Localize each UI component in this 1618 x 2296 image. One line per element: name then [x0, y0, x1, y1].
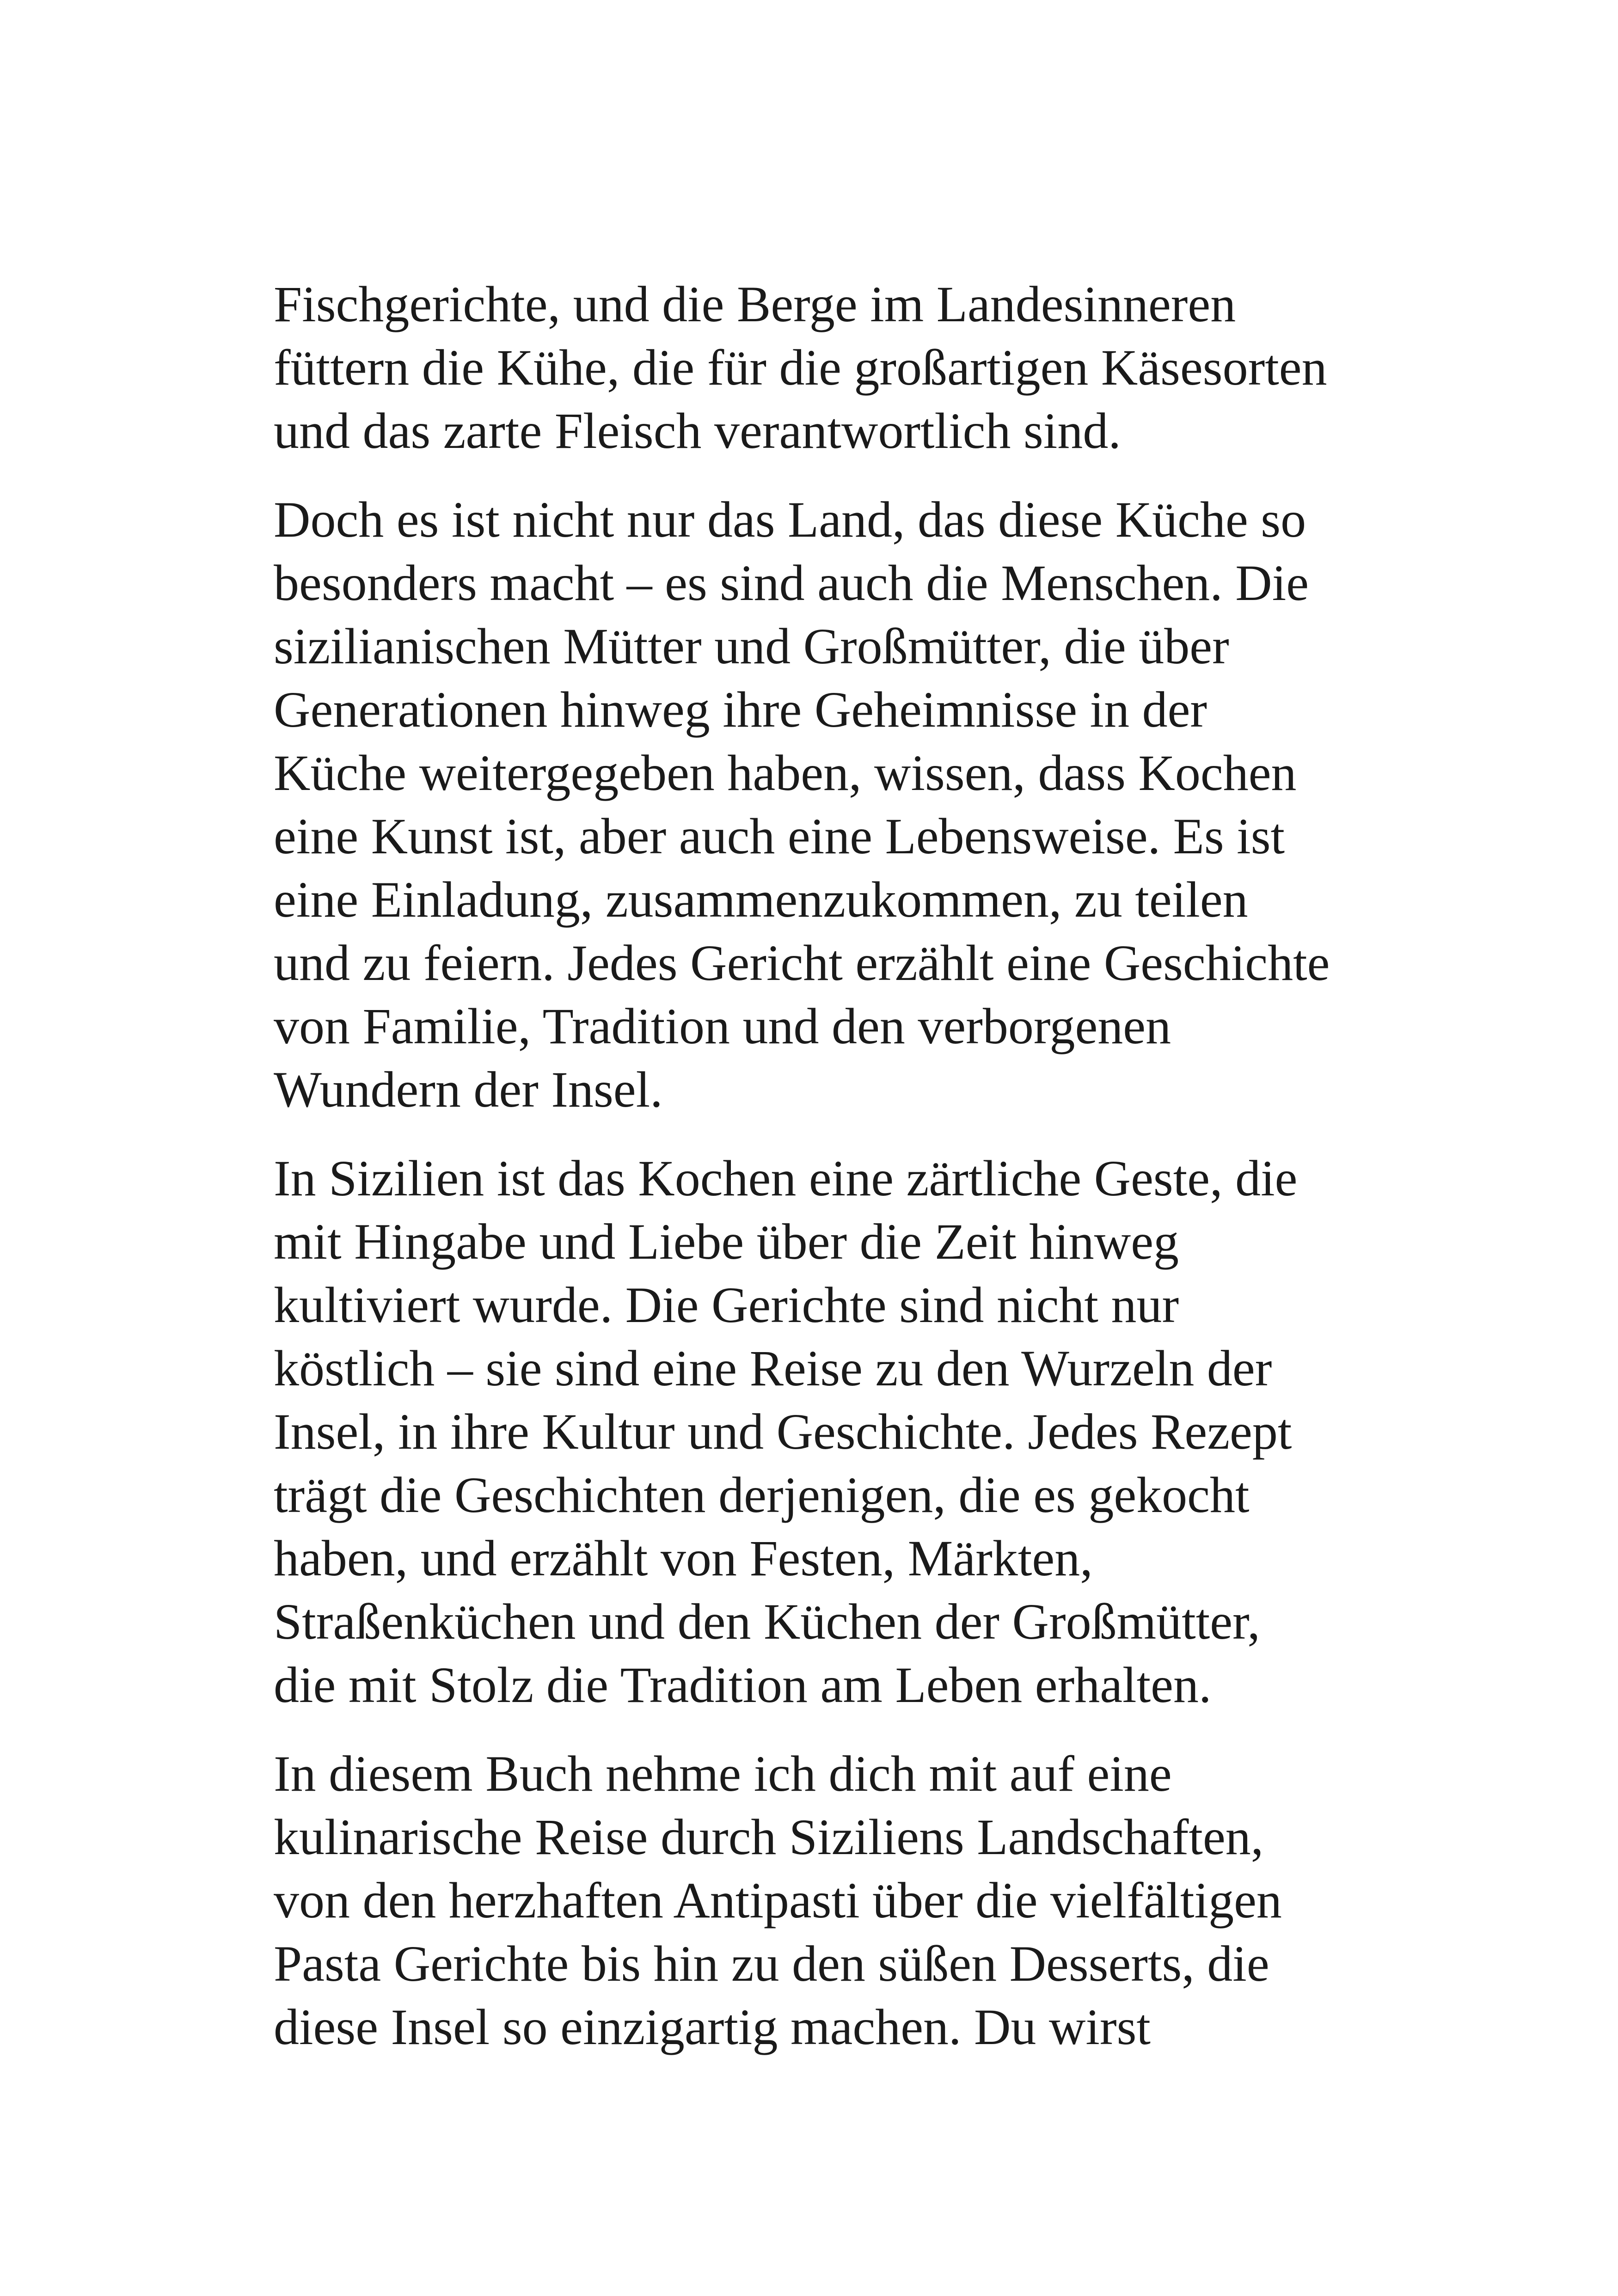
text-line: von den herzhaften Antipasti über die vielfältigen — [274, 1872, 1282, 1929]
body-text — [274, 273, 1383, 2084]
paragraph-1 — [274, 273, 1383, 463]
text-line: Doch es ist nicht nur das Land, das diese Küche so — [274, 491, 1306, 548]
text-line: Wundern der Insel. — [274, 1061, 663, 1118]
text-line: eine Einladung, zusammenzukommen, zu teilen — [274, 871, 1248, 928]
paragraph-2 — [274, 488, 1383, 1121]
text-line: Straßenküchen und den Küchen der Großmütter, — [274, 1593, 1260, 1650]
text-line: kultiviert wurde. Die Gerichte sind nicht nur — [274, 1277, 1179, 1333]
text-line: von Familie, Tradition und den verborgenen — [274, 998, 1171, 1054]
text-line: Fischgerichte, und die Berge im Landesinneren — [274, 276, 1236, 332]
text-line: eine Kunst ist, aber auch eine Lebensweise. Es ist — [274, 808, 1285, 864]
text-line: und zu feiern. Jedes Gericht erzählt eine Geschichte — [274, 935, 1330, 991]
text-line: Insel, in ihre Kultur und Geschichte. Jedes Rezept — [274, 1403, 1292, 1460]
text-line: In diesem Buch nehme ich dich mit auf eine — [274, 1745, 1172, 1802]
text-line: haben, und erzählt von Festen, Märkten, — [274, 1530, 1093, 1586]
paragraph-3 — [274, 1147, 1383, 1717]
text-line: füttern die Kühe, die für die großartigen Käsesorten — [274, 339, 1327, 396]
text-line: kulinarische Reise durch Siziliens Landschaften, — [274, 1809, 1264, 1865]
text-line: köstlich – sie sind eine Reise zu den Wurzeln der — [274, 1340, 1272, 1396]
text-line: mit Hingabe und Liebe über die Zeit hinweg — [274, 1213, 1179, 1270]
text-line: und das zarte Fleisch verantwortlich sind. — [274, 403, 1121, 459]
text-line: Generationen hinweg ihre Geheimnisse in der — [274, 681, 1207, 738]
text-line: die mit Stolz die Tradition am Leben erhalten. — [274, 1657, 1212, 1713]
text-line: trägt die Geschichten derjenigen, die es gekocht — [274, 1467, 1250, 1523]
text-line: besonders macht – es sind auch die Menschen. Die — [274, 555, 1309, 611]
text-line: Küche weitergegeben haben, wissen, dass Kochen — [274, 745, 1297, 801]
paragraph-4 — [274, 1742, 1383, 2059]
text-line: diese Insel so einzigartig machen. Du wirst — [274, 1999, 1151, 2055]
text-line: sizilianischen Mütter und Großmütter, die über — [274, 618, 1229, 674]
text-line: In Sizilien ist das Kochen eine zärtliche Geste, die — [274, 1150, 1298, 1206]
text-line: Pasta Gerichte bis hin zu den süßen Desserts, die — [274, 1935, 1269, 1992]
